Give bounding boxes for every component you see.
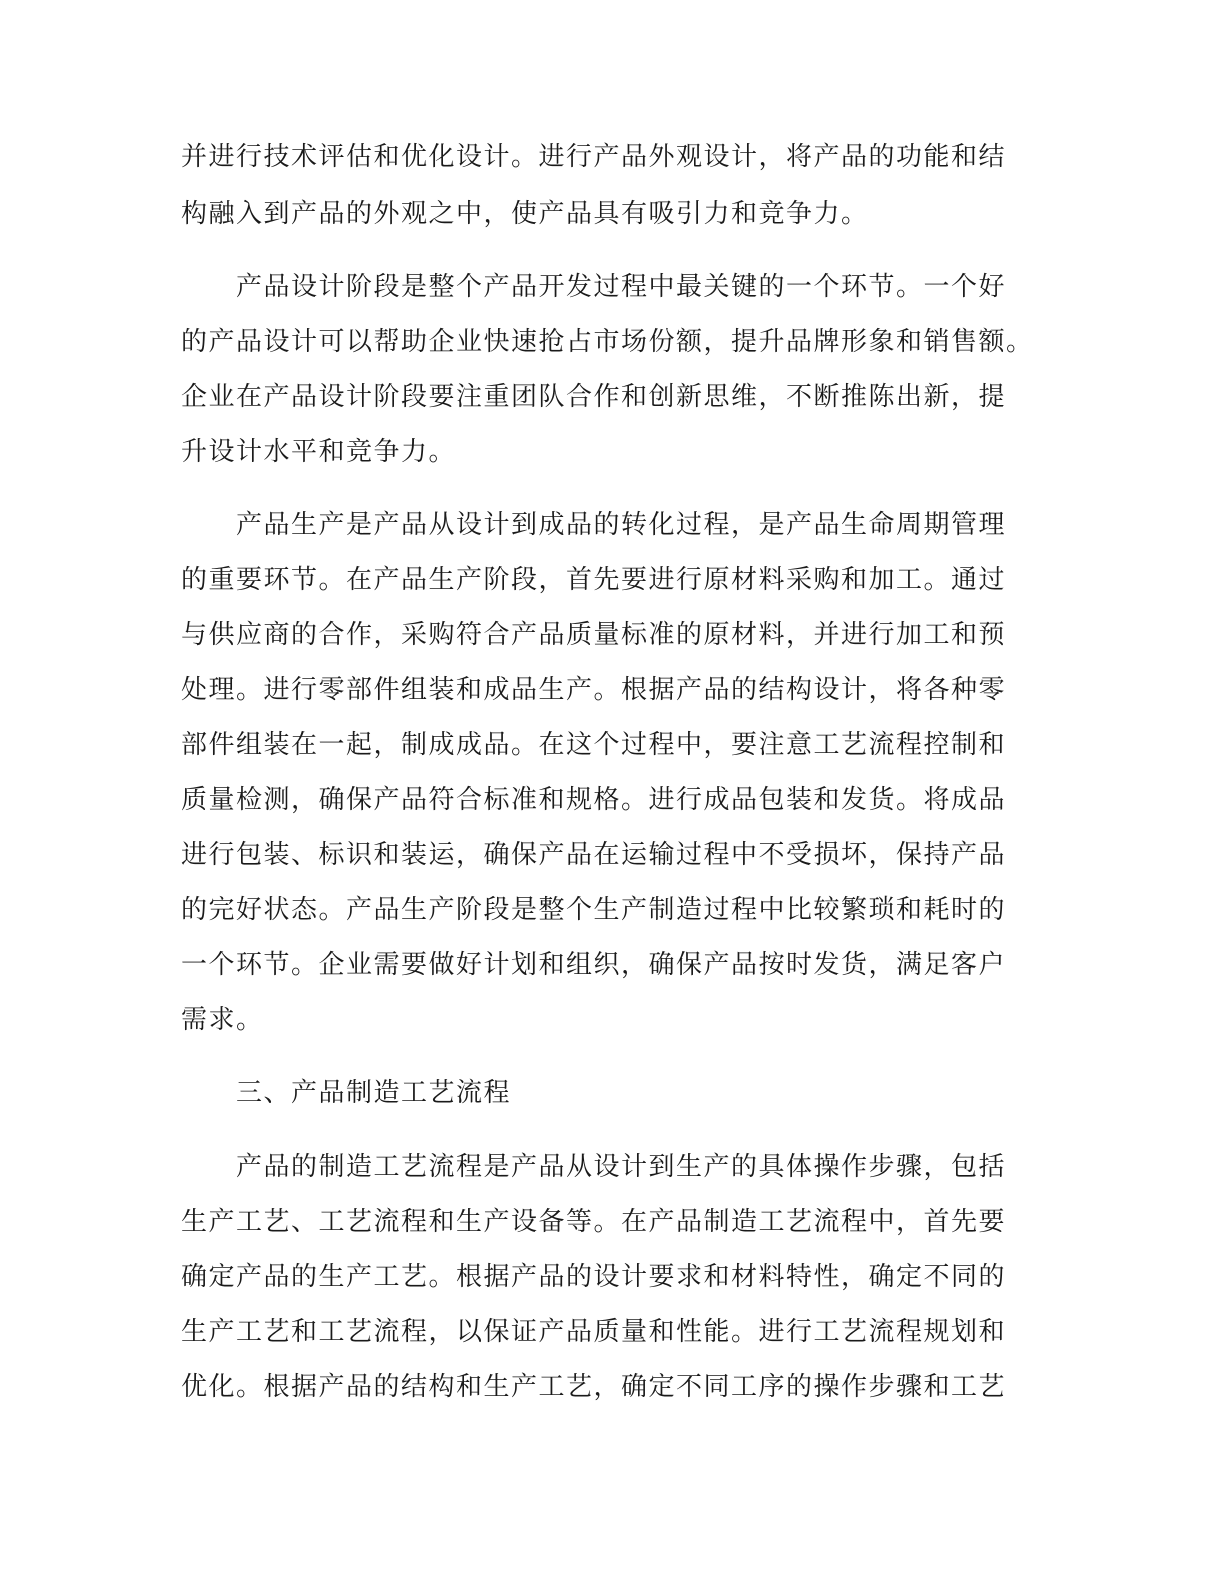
text-line: 优化。根据产品的结构和生产工艺，确定不同工序的操作步骤和工艺 (181, 1372, 1007, 1402)
text-line: 产品设计阶段是整个产品开发过程中最关键的一个环节。一个好 (236, 272, 1007, 302)
text-line: 质量检测，确保产品符合标准和规格。进行成品包装和发货。将成品 (181, 785, 1007, 815)
text-line: 确定产品的生产工艺。根据产品的设计要求和材料特性，确定不同的 (181, 1262, 1007, 1292)
text-line: 进行包装、标识和装运，确保产品在运输过程中不受损坏，保持产品 (181, 840, 1007, 870)
section-heading: 三、产品制造工艺流程 (236, 1078, 512, 1108)
text-line: 处理。进行零部件组装和成品生产。根据产品的结构设计，将各种零 (181, 675, 1007, 705)
text-line: 产品的制造工艺流程是产品从设计到生产的具体操作步骤，包括 (236, 1152, 1007, 1182)
text-line: 需求。 (181, 1005, 264, 1035)
text-line: 产品生产是产品从设计到成品的转化过程，是产品生命周期管理 (236, 510, 1007, 540)
text-line: 一个环节。企业需要做好计划和组织，确保产品按时发货，满足客户 (181, 950, 1007, 980)
text-line: 与供应商的合作，采购符合产品质量标准的原材料，并进行加工和预 (181, 620, 1007, 650)
text-line: 生产工艺、工艺流程和生产设备等。在产品制造工艺流程中，首先要 (181, 1207, 1007, 1237)
text-line: 构融入到产品的外观之中，使产品具有吸引力和竞争力。 (181, 199, 869, 229)
text-line: 的重要环节。在产品生产阶段，首先要进行原材料采购和加工。通过 (181, 565, 1007, 595)
text-line: 部件组装在一起，制成成品。在这个过程中，要注意工艺流程控制和 (181, 730, 1007, 760)
text-line: 升设计水平和竞争力。 (181, 437, 457, 467)
text-line: 企业在产品设计阶段要注重团队合作和创新思维，不断推陈出新，提 (181, 382, 1007, 412)
text-line: 的完好状态。产品生产阶段是整个生产制造过程中比较繁琐和耗时的 (181, 895, 1007, 925)
text-line: 生产工艺和工艺流程，以保证产品质量和性能。进行工艺流程规划和 (181, 1317, 1007, 1347)
text-line: 并进行技术评估和优化设计。进行产品外观设计，将产品的功能和结 (181, 142, 1007, 172)
text-line: 的产品设计可以帮助企业快速抢占市场份额，提升品牌形象和销售额。 (181, 327, 1034, 357)
